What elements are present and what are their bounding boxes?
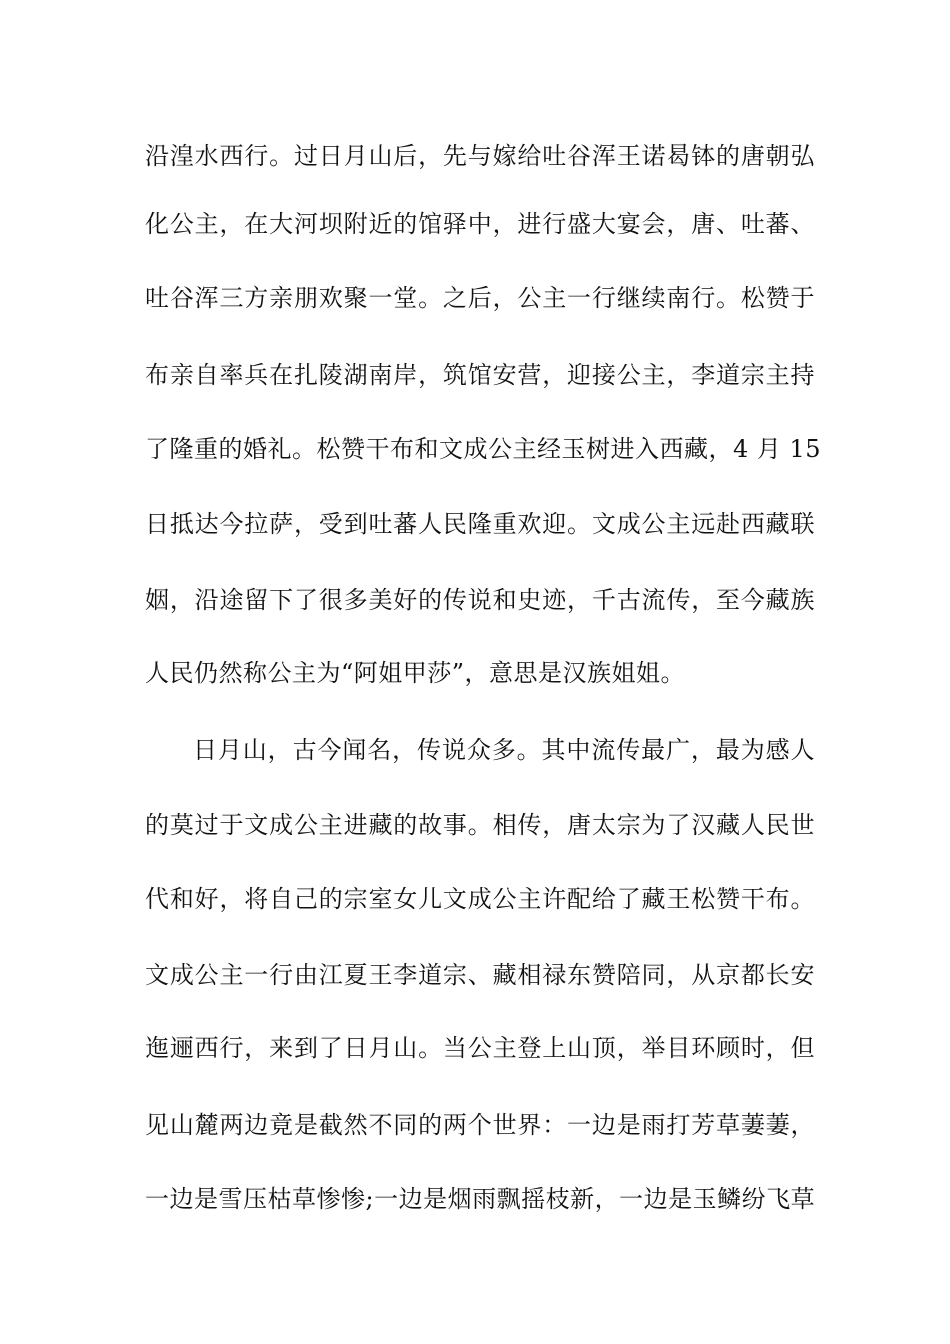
text-line: 人民仍然称公主为“阿姐甲莎”，意思是汉族姐姐。 xyxy=(145,659,686,687)
text-line: 化公主，在大河坝附近的馆驿中，进行盛大宴会，唐、吐蕃、 xyxy=(145,210,815,238)
text-line: 吐谷浑三方亲朋欢聚一堂。之后，公主一行继续南行。松赞于 xyxy=(145,284,815,312)
text-line: 了隆重的婚礼。松赞干布和文成公主经玉树进入西藏，4 月 15 xyxy=(145,435,822,463)
text-line: 的莫过于文成公主进藏的故事。相传，唐太宗为了汉藏人民世 xyxy=(145,811,815,839)
text-line: 沿湟水西行。过日月山后，先与嫁给吐谷浑王诺曷钵的唐朝弘 xyxy=(145,142,815,170)
text-line: 日抵达今拉萨，受到吐蕃人民隆重欢迎。文成公主远赴西藏联 xyxy=(145,510,815,538)
text-line: 一边是雪压枯草惨惨;一边是烟雨飘摇枝新，一边是玉鳞纷飞草 xyxy=(145,1185,816,1213)
text-line: 文成公主一行由江夏王李道宗、藏相禄东赞陪同，从京都长安 xyxy=(145,961,815,989)
text-line: 布亲自率兵在扎陵湖南岸，筑馆安营，迎接公主，李道宗主持 xyxy=(145,361,815,389)
text-line: 日月山，古今闻名，传说众多。其中流传最广，最为感人 xyxy=(193,736,815,764)
text-line: 见山麓两边竟是截然不同的两个世界：一边是雨打芳草萋萋， xyxy=(145,1111,815,1139)
text-line: 迤逦西行，来到了日月山。当公主登上山顶，举目环顾时，但 xyxy=(145,1034,815,1062)
text-line: 姻，沿途留下了很多美好的传说和史迹，千古流传，至今藏族 xyxy=(145,586,815,614)
text-line: 代和好，将自己的宗室女儿文成公主许配给了藏王松赞干布。 xyxy=(145,885,815,913)
